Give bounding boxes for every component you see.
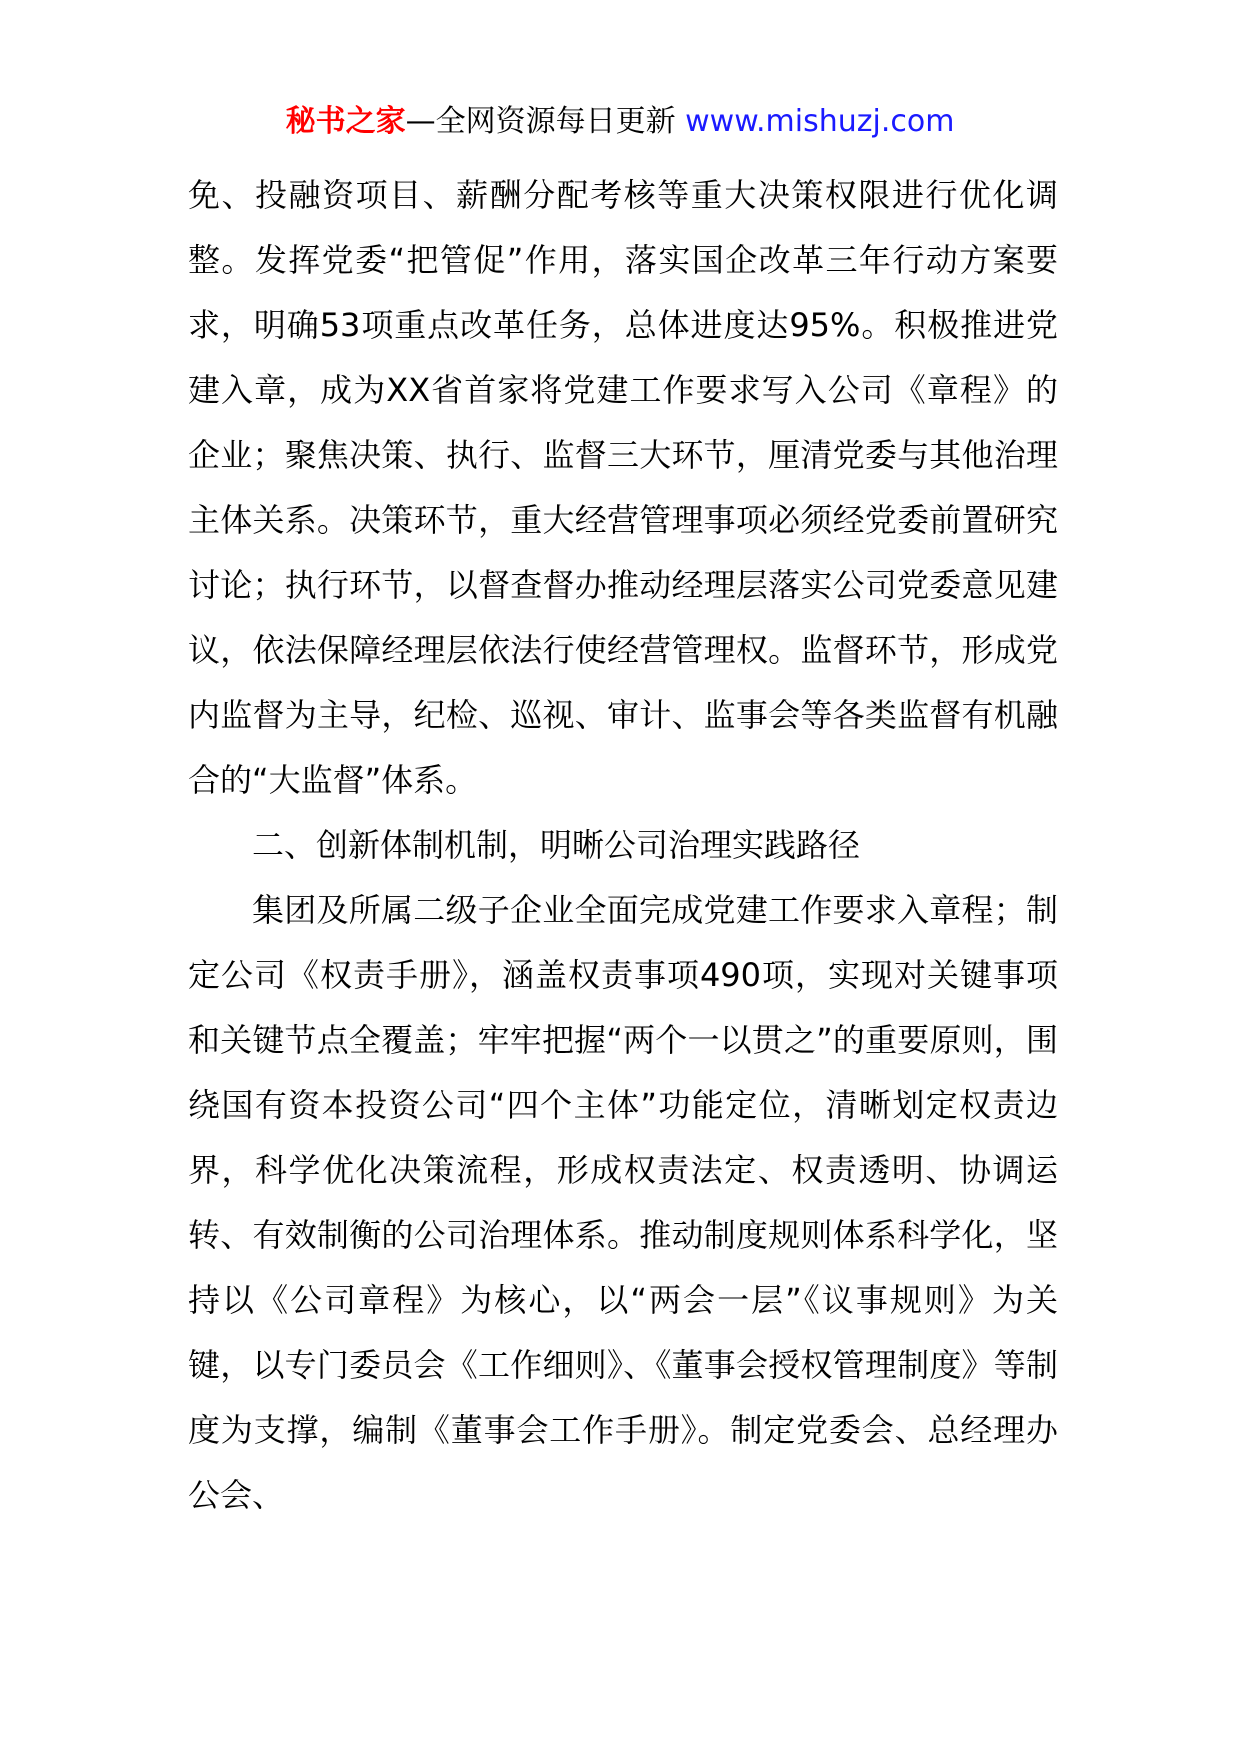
site-tagline: —全网资源每日更新	[405, 104, 676, 139]
site-header	[0, 100, 1240, 144]
site-url[interactable]: www.mishuzj.com	[685, 104, 955, 139]
paragraph-body: 集团及所属二级子企业全面完成党建工作要求入章程；制定公司《权责手册》，涵盖权责事项490项，实现对关键事项和关键节点全覆盖；牢牢把握“两个一以贯之”的重要原则，围绕国有资本投资公司“四个主体”功能定位，清晰划定权责边界，科学优化决策流程，形成权责法定、权责透明、协调运转、有效制衡的公司治理体系。推动制度规则体系科学化，坚持以《公司章程》为核心，以“两会一层”《议事规则》为关键，以专门委员会《工作细则》、《董事会授权管理制度》等制度为支撑，编制《董事会工作手册》。制定党委会、总经理办公会、	[188, 891, 1058, 1514]
paragraph-continuation: 免、投融资项目、薪酬分配考核等重大决策权限进行优化调整。发挥党委“把管促”作用，落实国企改革三年行动方案要求，明确53项重点改革任务，总体进度达95%。积极推进党建入章，成为XX省首家将党建工作要求写入公司《章程》的企业；聚焦决策、执行、监督三大环节，厘清党委与其他治理主体关系。决策环节，重大经营管理事项必须经党委前置研究讨论；执行环节，以督查督办推动经理层落实公司党委意见建议，依法保障经理层依法行使经营管理权。监督环节，形成党内监督为主导，纪检、巡视、审计、监事会等各类监督有机融合的“大监督”体系。	[188, 176, 1058, 799]
section-heading: 二、创新体制机制，明晰公司治理实践路径	[252, 826, 861, 864]
document-body	[188, 163, 1058, 1528]
site-brand: 秘书之家	[285, 104, 406, 139]
